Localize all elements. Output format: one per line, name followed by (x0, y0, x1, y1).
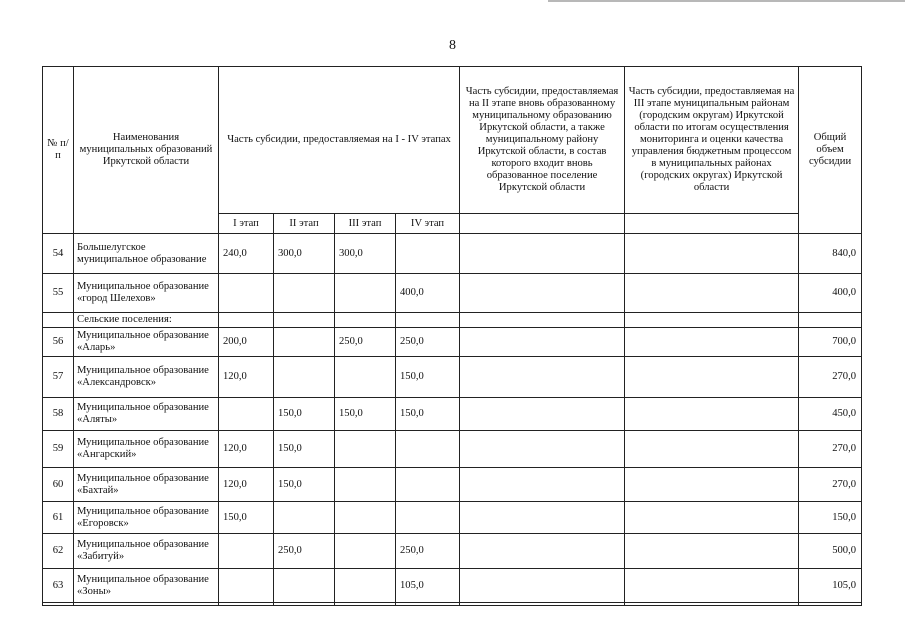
row-part-2 (460, 274, 625, 313)
row-stage-2: 150,0 (274, 468, 335, 502)
row-stage-2: 150,0 (274, 431, 335, 468)
header-num: № п/п (43, 67, 74, 234)
header-part-2: Часть субсидии, предоставляемая на II этапе вновь образованному муниципальному образованию Иркутской области, а также муниципальному району Иркутской области, в состав которого входит вновь образованное поселение Иркутской области (460, 67, 625, 214)
table-row (43, 398, 862, 431)
row-number: 55 (43, 274, 74, 313)
row-stage-4: 150,0 (396, 398, 460, 431)
row-stage-4: 400,0 (396, 274, 460, 313)
cut-off-cell (219, 603, 274, 606)
row-stage-2: 150,0 (274, 398, 335, 431)
row-stage-3 (335, 534, 396, 569)
row-part-2 (460, 234, 625, 274)
row-name: Муниципальное образование «Аларь» (74, 328, 219, 357)
row-stage-4 (396, 234, 460, 274)
row-stage-4 (396, 502, 460, 534)
row-name: Муниципальное образование «Зоны» (74, 569, 219, 603)
row-name: Муниципальное образование «Бахтай» (74, 468, 219, 502)
row-stage-1: 120,0 (219, 468, 274, 502)
table-row (43, 534, 862, 569)
header-row (43, 67, 862, 214)
row-stage-2 (274, 502, 335, 534)
row-total: 500,0 (799, 534, 862, 569)
header-stage-1: I этап (219, 214, 274, 234)
row-stage-2: 250,0 (274, 534, 335, 569)
section-empty-cell (396, 313, 460, 328)
section-empty-cell (274, 313, 335, 328)
subsidy-table (42, 66, 862, 606)
row-part-3 (625, 357, 799, 398)
row-total: 840,0 (799, 234, 862, 274)
header-stage-3: III этап (335, 214, 396, 234)
row-part-2 (460, 431, 625, 468)
row-total: 450,0 (799, 398, 862, 431)
row-part-2 (460, 398, 625, 431)
row-number: 58 (43, 398, 74, 431)
row-stage-1: 120,0 (219, 357, 274, 398)
row-number: 54 (43, 234, 74, 274)
table-body (43, 67, 862, 606)
table-row (43, 234, 862, 274)
table-row (43, 328, 862, 357)
header-name: Наименования муниципальных образований Иркутской области (74, 67, 219, 234)
header-part-3: Часть субсидии, предоставляемая на III этапе муниципальным районам (городским округам) Иркутской области по итогам осуществления мониторинга и оценки качества управления бюджетным процессом в муниципальных районах (городских округах) Иркутской области (625, 67, 799, 214)
header-stage-2: II этап (274, 214, 335, 234)
row-name: Муниципальное образование «Ангарский» (74, 431, 219, 468)
row-stage-2 (274, 569, 335, 603)
cut-off-cell (799, 603, 862, 606)
row-stage-1 (219, 274, 274, 313)
page-number: 8 (449, 38, 456, 53)
row-number: 62 (43, 534, 74, 569)
section-empty-cell (625, 313, 799, 328)
row-stage-1: 120,0 (219, 431, 274, 468)
row-name: Муниципальное образование «Забитуй» (74, 534, 219, 569)
header-stage-4: IV этап (396, 214, 460, 234)
row-part-2 (460, 328, 625, 357)
row-stage-3 (335, 357, 396, 398)
row-name: Муниципальное образование «Егоровск» (74, 502, 219, 534)
row-stage-4: 250,0 (396, 328, 460, 357)
row-total: 270,0 (799, 431, 862, 468)
section-empty-cell (219, 313, 274, 328)
row-part-3 (625, 502, 799, 534)
table-row (43, 569, 862, 603)
row-name: Муниципальное образование «Александровск» (74, 357, 219, 398)
row-stage-3: 250,0 (335, 328, 396, 357)
row-part-2 (460, 468, 625, 502)
row-stage-3 (335, 431, 396, 468)
row-part-2 (460, 502, 625, 534)
row-stage-2 (274, 357, 335, 398)
row-stage-1: 150,0 (219, 502, 274, 534)
row-stage-1 (219, 534, 274, 569)
section-row (43, 313, 862, 328)
row-stage-4: 250,0 (396, 534, 460, 569)
table-row (43, 468, 862, 502)
section-label: Сельские поселения: (74, 313, 219, 328)
row-number: 60 (43, 468, 74, 502)
row-part-3 (625, 398, 799, 431)
table-row (43, 502, 862, 534)
cut-off-row (43, 603, 862, 606)
row-total: 700,0 (799, 328, 862, 357)
table-row (43, 274, 862, 313)
row-stage-4: 105,0 (396, 569, 460, 603)
row-stage-3 (335, 502, 396, 534)
row-stage-2: 300,0 (274, 234, 335, 274)
row-name: Муниципальное образование «город Шелехов» (74, 274, 219, 313)
row-number: 59 (43, 431, 74, 468)
row-part-2 (460, 357, 625, 398)
row-stage-3: 300,0 (335, 234, 396, 274)
row-number: 56 (43, 328, 74, 357)
header-part-1-4: Часть субсидии, предоставляемая на I - IV этапах (219, 67, 460, 214)
table-row (43, 431, 862, 468)
row-number: 57 (43, 357, 74, 398)
row-total: 270,0 (799, 357, 862, 398)
row-part-3 (625, 274, 799, 313)
row-stage-4: 150,0 (396, 357, 460, 398)
header-part-2-sub (460, 214, 625, 234)
row-stage-2 (274, 328, 335, 357)
row-stage-4 (396, 468, 460, 502)
row-total: 400,0 (799, 274, 862, 313)
row-part-3 (625, 234, 799, 274)
section-empty-cell (335, 313, 396, 328)
cut-off-cell (274, 603, 335, 606)
row-name: Муниципальное образование «Аляты» (74, 398, 219, 431)
cut-off-cell (43, 603, 74, 606)
section-empty-cell (799, 313, 862, 328)
row-total: 150,0 (799, 502, 862, 534)
row-part-3 (625, 468, 799, 502)
row-part-2 (460, 569, 625, 603)
row-part-3 (625, 431, 799, 468)
cut-off-cell (396, 603, 460, 606)
row-total: 270,0 (799, 468, 862, 502)
row-total: 105,0 (799, 569, 862, 603)
row-part-2 (460, 534, 625, 569)
cut-off-cell (74, 603, 219, 606)
row-stage-3: 150,0 (335, 398, 396, 431)
cut-off-cell (625, 603, 799, 606)
row-name: Большелугское муниципальное образование (74, 234, 219, 274)
row-stage-3 (335, 274, 396, 313)
table-row (43, 357, 862, 398)
row-stage-2 (274, 274, 335, 313)
page-top-edge (548, 0, 905, 2)
row-stage-4 (396, 431, 460, 468)
row-stage-1: 240,0 (219, 234, 274, 274)
cut-off-cell (335, 603, 396, 606)
row-stage-3 (335, 569, 396, 603)
row-part-3 (625, 534, 799, 569)
section-empty-cell (460, 313, 625, 328)
section-num-cell (43, 313, 74, 328)
row-stage-1 (219, 569, 274, 603)
row-part-3 (625, 569, 799, 603)
row-part-3 (625, 328, 799, 357)
cut-off-cell (460, 603, 625, 606)
row-number: 63 (43, 569, 74, 603)
row-stage-3 (335, 468, 396, 502)
header-part-3-sub (625, 214, 799, 234)
header-total: Общий объем субсидии (799, 67, 862, 234)
row-stage-1: 200,0 (219, 328, 274, 357)
row-stage-1 (219, 398, 274, 431)
row-number: 61 (43, 502, 74, 534)
